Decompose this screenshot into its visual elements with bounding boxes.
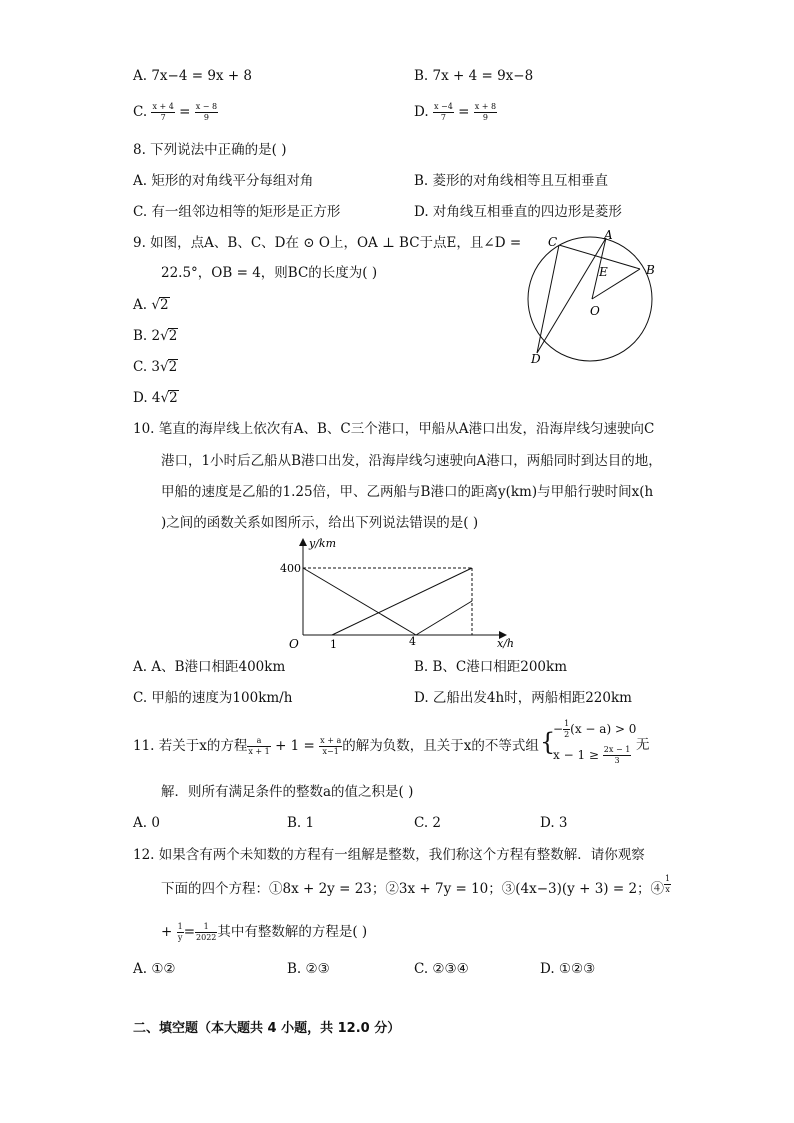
tick-4: 4 bbox=[409, 635, 416, 648]
q11-inequality-1: − $\frac{1}{2}$ (x − a) > 0 bbox=[553, 719, 637, 739]
label-a: A bbox=[604, 228, 613, 242]
q7-option-c: C. $\frac{x + 4}{7}$ = $\frac{x - 8}{9}$ bbox=[133, 102, 218, 122]
q10-stem-line1: 10. 笔直的海岸线上依次有A、B、C三个港口，甲船从A港口出发，沿海岸线匀速驶向C bbox=[133, 421, 655, 437]
q11-brace: { bbox=[540, 728, 556, 756]
q10-stem-line3: 甲船的速度是乙船的1.25倍，甲、乙两船与B港口的距离y(km)与甲船行驶时间x(h bbox=[161, 484, 654, 500]
q8-stem: 8. 下列说法中正确的是( ) bbox=[133, 142, 287, 158]
q7-option-d: D. $\frac{x -4}{7}$ = $\frac{x + 8}{9}$ bbox=[414, 102, 497, 122]
circle-o bbox=[528, 237, 652, 361]
q11-tail: 无 bbox=[636, 737, 650, 753]
q10-distance-time-graph bbox=[275, 535, 525, 653]
q11-option-b: B. 1 bbox=[287, 815, 315, 831]
q9-circle-figure bbox=[520, 225, 670, 370]
q12-stem-line2: 下面的四个方程：①8x + 2y = 23；②3x + 7y = 10；③(4x−3)(y + 3) = 2；④ $\frac{1}{x}$ bbox=[161, 874, 671, 897]
q10-option-c: C. 甲船的速度为100km/h bbox=[133, 690, 293, 706]
q11-option-d: D. 3 bbox=[540, 815, 568, 831]
q10-option-d: D. 乙船出发4h时，两船相距220km bbox=[414, 690, 632, 706]
q9-option-b: B. 2√2 bbox=[133, 328, 178, 344]
q11-option-c: C. 2 bbox=[414, 815, 442, 831]
q10-option-b: B. B、C港口相距200km bbox=[414, 659, 568, 675]
q12-option-d: D. ①②③ bbox=[540, 961, 596, 977]
tick-400: 400 bbox=[280, 562, 301, 575]
origin-label: O bbox=[289, 637, 299, 651]
q10-stem-line2: 港口，1小时后乙船从B港口出发，沿海岸线匀速驶向A港口，两船同时到达目的地， bbox=[161, 453, 662, 469]
q11-stem-line1: 11. 若关于x的方程 $\frac{a}{x + 1}$ + 1 = $\frac{x + a}{x-1}$ 的解为负数，且关于x的不等式组 bbox=[133, 736, 539, 756]
label-d: D bbox=[531, 352, 541, 366]
label-e: E bbox=[599, 265, 608, 279]
label-o: O bbox=[590, 304, 600, 318]
q12-stem-line1: 12. 如果含有两个未知数的方程有一组解是整数，我们称这个方程有整数解．请你观察 bbox=[133, 847, 645, 863]
label-c: C bbox=[548, 235, 558, 249]
y-axis-label: y/km bbox=[309, 537, 337, 550]
q9-stem-line1: 9. 如图，点A、B、C、D在 ⊙ O上，OA ⊥ BC于点E，且∠D = bbox=[133, 235, 522, 251]
x-axis-label: x/h bbox=[497, 637, 514, 650]
label-b: B bbox=[646, 263, 655, 277]
q9-option-c: C. 3√2 bbox=[133, 359, 178, 375]
q9-option-d: D. 4√2 bbox=[133, 390, 178, 406]
q11-stem-line2: 解．则所有满足条件的整数a的值之积是( ) bbox=[161, 784, 414, 800]
q12-option-b: B. ②③ bbox=[287, 961, 330, 977]
q7-option-a: A. 7x−4 = 9x + 8 bbox=[133, 68, 253, 84]
q8-option-a: A. 矩形的对角线平分每组对角 bbox=[133, 173, 314, 189]
q9-option-a: A. √2 bbox=[133, 297, 169, 313]
q12-option-c: C. ②③④ bbox=[414, 961, 469, 977]
q8-option-d: D. 对角线互相垂直的四边形是菱形 bbox=[414, 204, 622, 220]
q10-stem-line4: )之间的函数关系如图所示，给出下列说法错误的是( ) bbox=[161, 515, 479, 531]
q11-inequality-2: x − 1 ≥ $\frac{2x - 1}{3}$ bbox=[553, 745, 631, 765]
q9-stem-line2: 22.5°，OB = 4，则BC的长度为( ) bbox=[161, 265, 378, 281]
q7-option-b: B. 7x + 4 = 9x−8 bbox=[414, 68, 534, 84]
q11-option-a: A. 0 bbox=[133, 815, 160, 831]
q8-option-c: C. 有一组邻边相等的矩形是正方形 bbox=[133, 204, 341, 220]
q10-option-a: A. A、B港口相距400km bbox=[133, 659, 286, 675]
q12-stem-line3: + $\frac{1}{y}$ = $\frac{1}{2022}$ 其中有整数解的方程是( ) bbox=[161, 922, 368, 942]
q8-option-b: B. 菱形的对角线相等且互相垂直 bbox=[414, 173, 609, 189]
q12-option-a: A. ①② bbox=[133, 961, 176, 977]
tick-1: 1 bbox=[330, 638, 337, 651]
section-2-heading: 二、填空题（本大题共 4 小题，共 12.0 分） bbox=[133, 1021, 401, 1036]
